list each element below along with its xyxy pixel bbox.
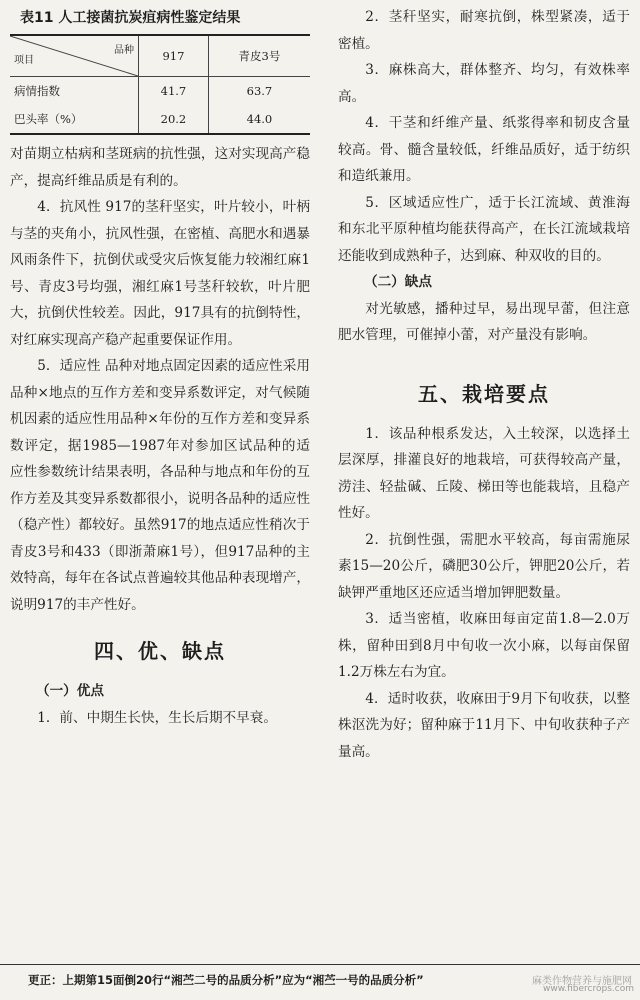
row-label: 巴头率（%） (10, 105, 139, 134)
paragraph: 4．干茎和纤维产量、纸浆得率和韧皮含量较高。骨、髓含量较低，纤维品质好，适于纺织和造纸兼用。 (338, 115, 630, 184)
subheading-disadvantages: （二）缺点 (364, 274, 432, 290)
footer-divider (0, 964, 640, 965)
cell-value: 41.7 (139, 77, 209, 106)
row-label: 病情指数 (10, 77, 139, 106)
paragraph: 对光敏感，播种过早，易出现早蕾，但注意肥水管理，可催掉小蕾，对产量没有影响。 (338, 300, 630, 343)
paragraph: 1．前、中期生长快，生长后期不早衰。 (37, 709, 277, 726)
col-header-qingpi3: 青皮3号 (208, 35, 310, 77)
paragraph-wind-resistance: 4．抗风性 917的茎秆坚实，叶片较小，叶柄与茎的夹角小，抗风性强，在密植、高肥水和遇暴风雨条件下，抗倒伏或受灾后恢复能力较湘红麻1号、青皮3号均强，湘红麻1号茎秆较软，叶片肥大，抗倒伏性较差。因此，917具有的抗倒特性，对红麻实现高产稳产起重要保证作用。 (10, 199, 310, 348)
col-header-917: 917 (139, 35, 209, 77)
table-title: 表11 人工接菌抗炭疽病性鉴定结果 (20, 10, 241, 26)
paragraph-adaptability: 5．适应性 品种对地点固定因素的适应性采用品种×地点的互作方差和变异系数评定，对气候随机因素的适应性用品种×年份的互作方差和变异系数评定，据1985—1987年对参加区试品种的适应性参数统计结果表明，各品种与地点和年份的互作方差及其变异系数都很小，说明各品种的适应性（稳产性）都较好。虽然917的地点适应性稍次于青皮3号和433（即浙萧麻1号），但917品种的主效特高，每年在各试点普遍较其他品种表现增产，说明917的丰产性好。 (10, 358, 310, 613)
erratum-note: 更正：上期第15面倒20行“湘苎二号的品质分析”应为“湘苎一号的品质分析” (28, 973, 424, 987)
table-row (10, 105, 310, 134)
watermark-site-name: 麻类作物营养与施肥网 (532, 976, 632, 987)
corner-variety-label: 品种 (114, 45, 134, 56)
paragraph: 3．适当密植，收麻田每亩定苗1.8—2.0万株，留种田到8月中旬收一次小麻，以每亩保留1.2万株左右为宜。 (338, 611, 630, 680)
cell-value: 20.2 (139, 105, 209, 134)
paragraph: 4．适时收获，收麻田于9月下旬收获，以整株沤洗为好；留种麻于11月下、中旬收获种子产量高。 (338, 690, 630, 760)
section-heading-4: 四、优、缺点 (94, 639, 226, 663)
resistance-table (10, 34, 310, 135)
paragraph: 2．抗倒性强，需肥水平较高，每亩需施尿素15—20公斤，磷肥30公斤，钾肥20公斤，若缺钾严重地区还应适当增加钾肥数量。 (338, 531, 630, 601)
cell-value: 44.0 (208, 105, 310, 134)
left-column (10, 0, 310, 731)
table-row (10, 77, 310, 106)
right-column (338, 0, 630, 765)
cell-value: 63.7 (246, 83, 273, 98)
subheading-advantages: （一）优点 (36, 683, 104, 699)
paragraph: 对苗期立枯病和茎斑病的抗性强，这对实现高产稳产，提高纤维品质是有利的。 (10, 146, 310, 189)
corner-item-label: 项目 (14, 54, 34, 66)
section-heading-5: 五、栽培要点 (418, 381, 550, 406)
paragraph: 5．区域适应性广，适于长江流域、黄淮海和东北平原种植均能获得高产，在长江流域栽培还能收到成熟种子，达到麻、种双收的目的。 (338, 194, 630, 264)
table-corner-header (10, 35, 139, 77)
paragraph: 2．茎秆坚实，耐寒抗倒，株型紧凑，适于密植。 (338, 9, 630, 52)
watermark-url: www.fibercrops.com (543, 984, 634, 994)
paragraph: 3．麻株高大，群体整齐、均匀，有效株率高。 (338, 62, 630, 105)
paragraph: 1．该品种根系发达，入土较深，以选择土层深厚，排灌良好的地栽培，可获得较高产量，涝洼、轻盐碱、丘陵、梯田等也能栽培，且稳产性好。 (338, 425, 630, 521)
